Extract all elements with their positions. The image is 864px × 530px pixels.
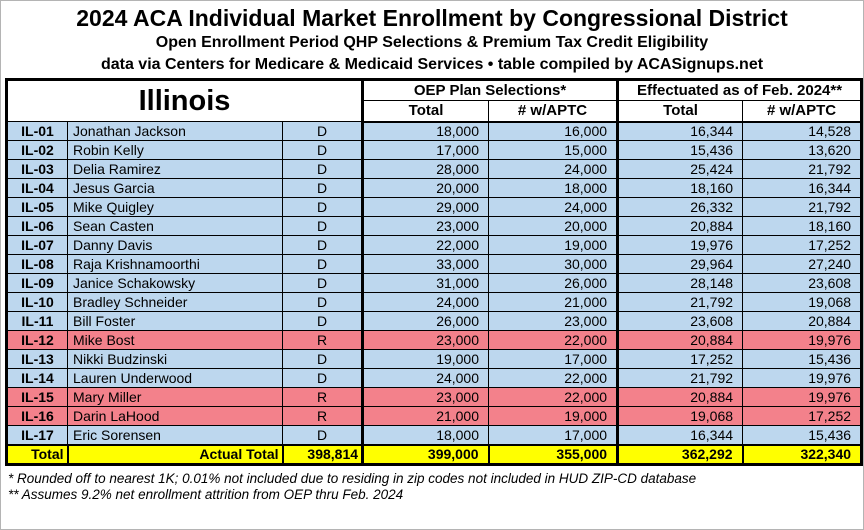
eff-total-cell: 20,884 [618, 331, 743, 350]
table-row [7, 274, 862, 293]
oep-total-cell: 26,000 [363, 312, 489, 331]
rep-name-cell: Lauren Underwood [68, 369, 283, 388]
oep-total-cell: 17,000 [363, 141, 489, 160]
eff-aptc-cell: 19,976 [743, 388, 862, 407]
oep-total-cell: 23,000 [363, 388, 489, 407]
district-cell: IL-09 [7, 274, 68, 293]
title-block [1, 1, 863, 76]
group-header-effectuated: Effectuated as of Feb. 2024** [618, 80, 862, 101]
oep-aptc-cell: 30,000 [489, 255, 618, 274]
oep-aptc-cell: 22,000 [489, 331, 618, 350]
rep-name-cell: Sean Casten [68, 217, 283, 236]
eff-total-cell: 17,252 [618, 350, 743, 369]
eff-total-cell: 16,344 [618, 426, 743, 445]
rep-name-cell: Janice Schakowsky [68, 274, 283, 293]
rep-name-cell: Jesus Garcia [68, 179, 283, 198]
table-row [7, 179, 862, 198]
party-cell: R [283, 407, 363, 426]
eff-aptc-cell: 19,976 [743, 331, 862, 350]
district-cell: IL-03 [7, 160, 68, 179]
total-label-cell: Total [7, 445, 68, 465]
oep-aptc-cell: 15,000 [489, 141, 618, 160]
source-line: data via Centers for Medicare & Medicaid Services • table compiled by ACASignups.net [100, 56, 764, 73]
rep-name-cell: Jonathan Jackson [68, 122, 283, 141]
oep-total-cell: 31,000 [363, 274, 489, 293]
eff-total-cell: 18,160 [618, 179, 743, 198]
footnote-attrition: ** Assumes 9.2% net enrollment attrition from OEP thru Feb. 2024 [8, 487, 404, 502]
oep-aptc-cell: 17,000 [489, 426, 618, 445]
oep-total-cell: 29,000 [363, 198, 489, 217]
rep-name-cell: Eric Sorensen [68, 426, 283, 445]
district-cell: IL-04 [7, 179, 68, 198]
district-cell: IL-07 [7, 236, 68, 255]
district-cell: IL-15 [7, 388, 68, 407]
party-cell: D [283, 141, 363, 160]
table-row [7, 122, 862, 141]
oep-aptc-cell: 26,000 [489, 274, 618, 293]
oep-total-cell: 23,000 [363, 217, 489, 236]
eff-total-cell: 25,424 [618, 160, 743, 179]
party-cell: D [283, 255, 363, 274]
oep-total-cell: 20,000 [363, 179, 489, 198]
eff-aptc-cell: 23,608 [743, 274, 862, 293]
eff-aptc-cell: 15,436 [743, 426, 862, 445]
table-row [7, 198, 862, 217]
district-cell: IL-14 [7, 369, 68, 388]
eff-aptc-cell: 14,528 [743, 122, 862, 141]
oep-aptc-cell: 22,000 [489, 388, 618, 407]
party-cell: D [283, 369, 363, 388]
party-cell: D [283, 236, 363, 255]
table-row [7, 293, 862, 312]
oep-total-cell: 21,000 [363, 407, 489, 426]
eff-total-cell: 15,436 [618, 141, 743, 160]
total-oep-total-cell: 399,000 [363, 445, 489, 465]
eff-aptc-cell: 21,792 [743, 160, 862, 179]
table-row [7, 369, 862, 388]
oep-aptc-cell: 23,000 [489, 312, 618, 331]
eff-total-cell: 26,332 [618, 198, 743, 217]
group-header-oep: OEP Plan Selections* [363, 80, 618, 101]
party-cell: D [283, 350, 363, 369]
table-row [7, 141, 862, 160]
rep-name-cell: Raja Krishnamoorthi [68, 255, 283, 274]
group-header-row [7, 80, 862, 101]
page-subtitle: Open Enrollment Period QHP Selections & Premium Tax Credit Eligibility [155, 34, 709, 51]
eff-total-cell: 23,608 [618, 312, 743, 331]
oep-total-cell: 33,000 [363, 255, 489, 274]
oep-aptc-cell: 22,000 [489, 369, 618, 388]
rep-name-cell: Delia Ramirez [68, 160, 283, 179]
party-cell: D [283, 274, 363, 293]
rep-name-cell: Danny Davis [68, 236, 283, 255]
table-row [7, 236, 862, 255]
table-row [7, 255, 862, 274]
district-cell: IL-16 [7, 407, 68, 426]
rep-name-cell: Nikki Budzinski [68, 350, 283, 369]
party-cell: D [283, 312, 363, 331]
oep-total-cell: 18,000 [363, 122, 489, 141]
eff-aptc-cell: 13,620 [743, 141, 862, 160]
subheader-eff-total: Total [618, 101, 743, 122]
party-cell: D [283, 198, 363, 217]
district-cell: IL-10 [7, 293, 68, 312]
oep-aptc-cell: 16,000 [489, 122, 618, 141]
eff-aptc-cell: 27,240 [743, 255, 862, 274]
rep-name-cell: Bill Foster [68, 312, 283, 331]
footnotes [8, 471, 863, 503]
district-cell: IL-02 [7, 141, 68, 160]
oep-total-cell: 24,000 [363, 293, 489, 312]
district-cell: IL-13 [7, 350, 68, 369]
oep-aptc-cell: 19,000 [489, 407, 618, 426]
oep-aptc-cell: 20,000 [489, 217, 618, 236]
oep-aptc-cell: 21,000 [489, 293, 618, 312]
table-row [7, 331, 862, 350]
district-cell: IL-17 [7, 426, 68, 445]
actual-total-label-cell: Actual Total [68, 445, 283, 465]
oep-total-cell: 18,000 [363, 426, 489, 445]
district-cell: IL-11 [7, 312, 68, 331]
eff-total-cell: 16,344 [618, 122, 743, 141]
eff-total-cell: 28,148 [618, 274, 743, 293]
oep-aptc-cell: 17,000 [489, 350, 618, 369]
district-rows [7, 122, 862, 445]
table-row [7, 426, 862, 445]
eff-aptc-cell: 15,436 [743, 350, 862, 369]
party-cell: D [283, 160, 363, 179]
party-cell: D [283, 217, 363, 236]
party-cell: D [283, 179, 363, 198]
eff-total-cell: 19,068 [618, 407, 743, 426]
oep-aptc-cell: 24,000 [489, 160, 618, 179]
oep-aptc-cell: 18,000 [489, 179, 618, 198]
oep-total-cell: 24,000 [363, 369, 489, 388]
district-cell: IL-06 [7, 217, 68, 236]
eff-aptc-cell: 18,160 [743, 217, 862, 236]
eff-total-cell: 19,976 [618, 236, 743, 255]
table-row [7, 312, 862, 331]
eff-aptc-cell: 19,068 [743, 293, 862, 312]
page-title: 2024 ACA Individual Market Enrollment by Congressional District [76, 5, 788, 31]
party-cell: R [283, 388, 363, 407]
oep-total-cell: 28,000 [363, 160, 489, 179]
rep-name-cell: Mike Bost [68, 331, 283, 350]
eff-aptc-cell: 17,252 [743, 236, 862, 255]
actual-total-value-cell: 398,814 [283, 445, 363, 465]
eff-aptc-cell: 19,976 [743, 369, 862, 388]
subheader-oep-total: Total [363, 101, 489, 122]
total-eff-total-cell: 362,292 [618, 445, 743, 465]
rep-name-cell: Mary Miller [68, 388, 283, 407]
table-row [7, 350, 862, 369]
oep-aptc-cell: 19,000 [489, 236, 618, 255]
table-row [7, 217, 862, 236]
table-row [7, 407, 862, 426]
total-eff-aptc-cell: 322,340 [743, 445, 862, 465]
district-cell: IL-08 [7, 255, 68, 274]
rep-name-cell: Robin Kelly [68, 141, 283, 160]
party-cell: R [283, 331, 363, 350]
total-oep-aptc-cell: 355,000 [489, 445, 618, 465]
footnote-rounding: * Rounded off to nearest 1K; 0.01% not included due to residing in zip codes not included in HUD ZIP-CD database [8, 471, 697, 486]
district-cell: IL-12 [7, 331, 68, 350]
enrollment-table [5, 78, 863, 466]
party-cell: D [283, 426, 363, 445]
oep-total-cell: 23,000 [363, 331, 489, 350]
oep-aptc-cell: 24,000 [489, 198, 618, 217]
eff-aptc-cell: 17,252 [743, 407, 862, 426]
rep-name-cell: Bradley Schneider [68, 293, 283, 312]
district-cell: IL-05 [7, 198, 68, 217]
oep-total-cell: 22,000 [363, 236, 489, 255]
eff-total-cell: 21,792 [618, 369, 743, 388]
total-row [7, 445, 862, 465]
eff-aptc-cell: 20,884 [743, 312, 862, 331]
state-header: Illinois [7, 80, 363, 122]
rep-name-cell: Mike Quigley [68, 198, 283, 217]
eff-aptc-cell: 16,344 [743, 179, 862, 198]
eff-total-cell: 21,792 [618, 293, 743, 312]
eff-total-cell: 20,884 [618, 217, 743, 236]
rep-name-cell: Darin LaHood [68, 407, 283, 426]
party-cell: D [283, 293, 363, 312]
eff-aptc-cell: 21,792 [743, 198, 862, 217]
eff-total-cell: 20,884 [618, 388, 743, 407]
eff-total-cell: 29,964 [618, 255, 743, 274]
oep-total-cell: 19,000 [363, 350, 489, 369]
subheader-oep-aptc: # w/APTC [489, 101, 618, 122]
table-row [7, 388, 862, 407]
subheader-eff-aptc: # w/APTC [743, 101, 862, 122]
table-row [7, 160, 862, 179]
district-cell: IL-01 [7, 122, 68, 141]
party-cell: D [283, 122, 363, 141]
